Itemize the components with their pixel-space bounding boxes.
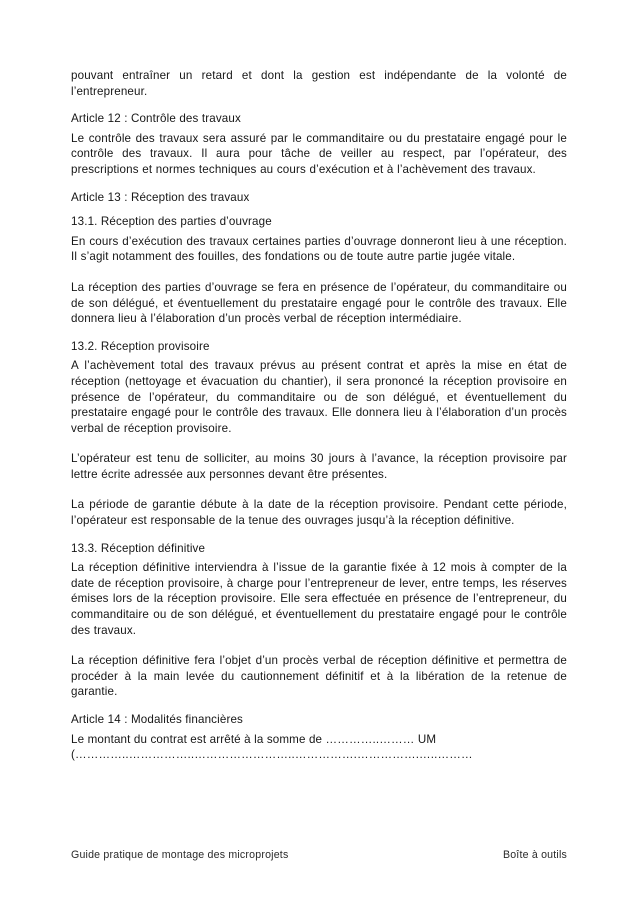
article-14-heading: Article 14 : Modalités financières <box>71 713 243 726</box>
section-13-3-paragraph-1: La réception définitive interviendra à l’issue de la garantie fixée à 12 mois à compter de la date de réception provisoire, à charge pour l’entrepreneur de lever, entre temps, les réserves émises lors de la réception provisoire. Elle sera effectuée en présence de l’entrepreneur, du commanditaire ou de son délégué, et éventuellement du prestataire engagé pour le contrôle des travaux. <box>71 561 567 637</box>
contract-amount-line: Le montant du contrat est arrêté à la somme de …………..……… UM <box>71 732 437 746</box>
contract-amount-line-continuation: (…………..……………..……………………..…………….…………….…..……… <box>71 748 473 762</box>
section-13-2-paragraph-2: L’opérateur est tenu de solliciter, au moins 30 jours à l’avance, la réception provisoire par lettre écrite adressée aux personnes devant être présentes. <box>71 452 567 481</box>
section-13-2-heading: 13.2. Réception provisoire <box>71 339 210 353</box>
article-12-heading: Article 12 : Contrôle des travaux <box>71 112 241 126</box>
footer-document-title: Guide pratique de montage des microprojets <box>71 849 289 861</box>
article-12-paragraph: Le contrôle des travaux sera assuré par le commanditaire ou du prestataire engagé pour le contrôle des travaux. Il aura pour tâche de veiller au respect, par l’opérateur, des prescriptions et normes techniques au cours d’exécution et à l’achèvement des travaux. <box>71 131 567 176</box>
spacer <box>71 205 567 214</box>
spacer <box>71 178 567 190</box>
section-13-1-heading: 13.1. Réception des parties d’ouvrage <box>71 215 272 229</box>
section-13-2-paragraph-1: A l’achèvement total des travaux prévus au présent contrat et après la mise en état de réception (nettoyage et évacuation du chantier), il sera prononcé la réception provisoire en présence de l’opérateur, du commanditaire ou de son délégué, et éventuellement du prestataire engagé pour le contrôle des travaux. Elle donnera lieu à l’élaboration d’un procès verbal de réception provisoire. <box>71 359 567 435</box>
spacer <box>71 482 567 497</box>
section-13-3-paragraph-2: La réception définitive fera l’objet d’un procès verbal de réception définitive et permettra de procéder à la main levée du cautionnement définitif et à la libération de la retenue de garantie. <box>71 654 567 699</box>
spacer <box>71 265 567 280</box>
document-body <box>71 68 567 763</box>
spacer <box>71 529 567 541</box>
section-13-1-paragraph-1: En cours d’exécution des travaux certaines parties d’ouvrage donneront lieu à une réception. Il s’agit notamment des fouilles, des fondations ou de toute autre partie jugée vitale. <box>71 234 567 264</box>
spacer <box>71 638 567 653</box>
section-13-1-paragraph-2: La réception des parties d’ouvrage se fera en présence de l’opérateur, du commanditaire ou de son délégué, et éventuellement du prestataire engagé pour le contrôle des travaux. Elle donnera lieu à l’élaboration d’un procès verbal de réception intermédiaire. <box>71 280 567 326</box>
footer-section-label: Boîte à outils <box>502 849 567 861</box>
section-13-3-heading: 13.3. Réception définitive <box>71 541 206 555</box>
spacer <box>71 327 567 339</box>
continued-paragraph: pouvant entraîner un retard et dont la gestion est indépendante de la volonté de l’entrepreneur. <box>71 69 567 98</box>
page-footer <box>71 848 567 862</box>
section-13-2-paragraph-3: La période de garantie débute à la date de la réception provisoire. Pendant cette période, l’opérateur est responsable de la tenue des ouvrages jusqu’à la réception définitive. <box>71 498 567 528</box>
spacer <box>71 700 567 712</box>
article-13-heading: Article 13 : Réception des travaux <box>71 190 250 204</box>
spacer <box>71 436 567 451</box>
spacer <box>71 99 567 111</box>
